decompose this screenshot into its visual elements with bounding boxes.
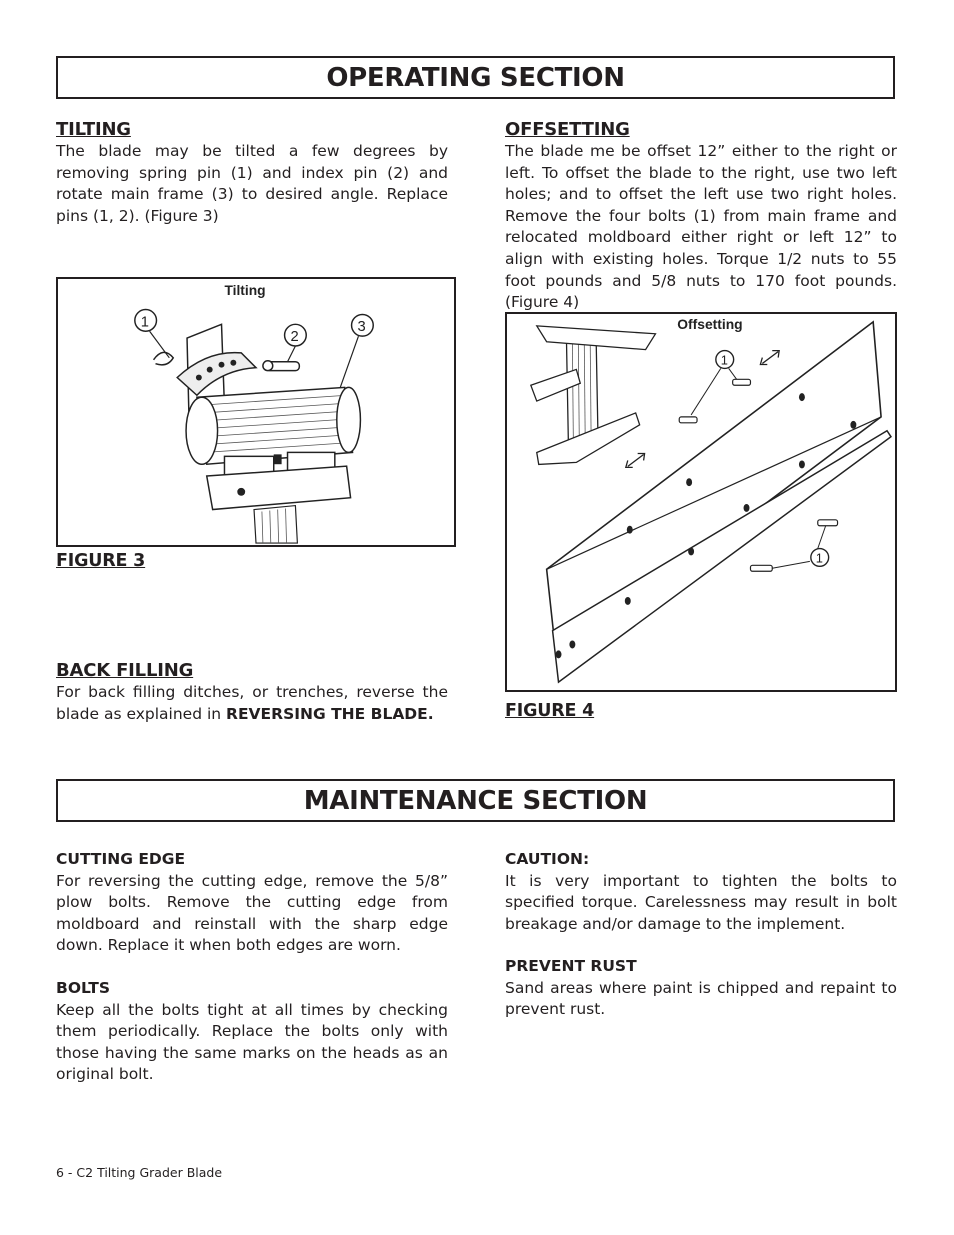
back-filling-text xyxy=(56,682,448,725)
caution-text: It is very important to tighten the bolts to specified torque. Carelessness may result in bolt breakage and/or damage to the implement. xyxy=(505,871,897,933)
callout-1-top: 1 xyxy=(720,352,728,368)
back-filling-section xyxy=(56,660,448,725)
prevent-rust-text: Sand areas where paint is chipped and repaint to prevent rust. xyxy=(505,978,897,1019)
bolts-heading: BOLTS xyxy=(56,979,111,997)
offsetting-heading: OFFSETTING xyxy=(505,119,630,140)
operating-section-title: OPERATING SECTION xyxy=(56,56,895,99)
back-filling-heading: BACK FILLING xyxy=(56,660,194,681)
figure-3-label: FIGURE 3 xyxy=(56,551,146,571)
cutting-edge-text: For reversing the cutting edge, remove the 5/8” plow bolts. Remove the cutting edge from moldboard and reinstall with the sharp edge down. Replace it when both edges are worn. xyxy=(56,871,448,955)
tilting-text: The blade may be tilted a few degrees by removing spring pin (1) and index pin (2) and rotate main frame (3) to desired angle. Replace pins (1, 2). (Figure 3) xyxy=(56,142,448,225)
offsetting-text: The blade me be offset 12” either to the right or left. To offset the blade to the right, use two left holes; and to offset the left use two right holes. Remove the four bolts (1) from main frame and relocated moldboard either right or left 12” to align with existing holes. Torque 1/2 nuts to 55 foot pounds and 5/8 nuts to 170 foot pounds. (Figure 4) xyxy=(505,142,897,312)
offsetting-section xyxy=(505,119,897,314)
reversing-the-blade-ref: REVERSING THE BLADE. xyxy=(226,704,434,723)
figure-4-label: FIGURE 4 xyxy=(505,701,595,721)
callout-2: 2 xyxy=(290,329,299,346)
back-filling-body: For back filling ditches, or trenches, reverse the blade as explained in xyxy=(56,683,448,723)
figure-3-image xyxy=(56,277,456,547)
callout-1: 1 xyxy=(140,314,149,331)
tilting-section xyxy=(56,119,448,227)
offsetting-illustration xyxy=(507,314,895,690)
figure-3-caption: Tilting xyxy=(224,282,266,298)
tilting-illustration xyxy=(58,279,454,545)
maintenance-section-title: MAINTENANCE SECTION xyxy=(56,779,895,822)
cutting-edge-heading: CUTTING EDGE xyxy=(56,850,186,868)
figure-4-caption: Offsetting xyxy=(677,315,743,332)
prevent-rust-section xyxy=(505,956,897,1021)
callout-3: 3 xyxy=(357,319,366,336)
page-footer: 6 - C2 Tilting Grader Blade xyxy=(56,1165,223,1180)
bolts-section xyxy=(56,978,448,1086)
prevent-rust-heading: PREVENT RUST xyxy=(505,957,637,975)
cutting-edge-section xyxy=(56,849,448,957)
caution-heading: CAUTION: xyxy=(505,850,590,868)
bolts-text: Keep all the bolts tight at all times by checking them periodically. Replace the bolts only with those having the same marks on the heads as an original bolt. xyxy=(56,1000,448,1084)
figure-4-image xyxy=(505,312,897,692)
tilting-heading: TILTING xyxy=(56,119,131,140)
caution-section xyxy=(505,849,897,935)
callout-1-bottom: 1 xyxy=(815,550,823,566)
